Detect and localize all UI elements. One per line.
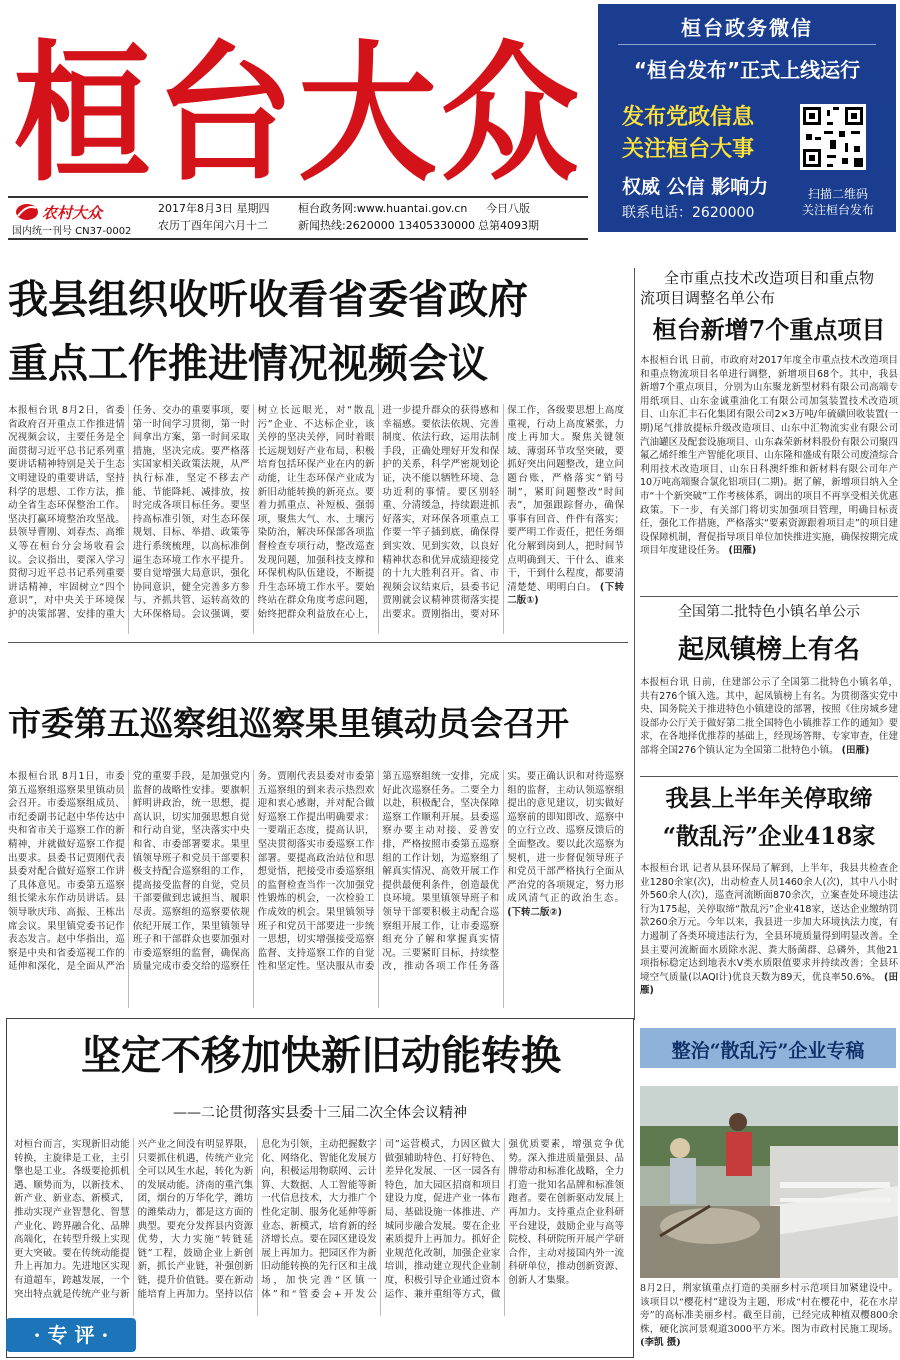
masthead-title <box>8 6 588 196</box>
sidebar2-body-text: 本报桓台讯 日前，住建部公示了全国第二批特色小镇名单，共有276个镇入选。其中，起凤镇榜上有名。为贯彻落实党中央、国务院关于推进特色小镇建设的部署，按照《住房城乡建设部办公厅关于做好第二批全国特色小镇推荐工作的通知》要求，在各地择优推荐的基础上，经现场答辩、专家审查，住建部将全国276个镇认定为全国第二批特色小镇。 <box>640 677 898 756</box>
article1-body <box>8 404 624 634</box>
promo-line2: 关注桓台大事 <box>622 137 755 162</box>
article2-body <box>8 770 624 1008</box>
sidebar2-credit: (田雁) <box>841 744 870 756</box>
issue-number: 总第4093期 <box>478 219 539 232</box>
divider-2 <box>640 596 898 597</box>
sidebar1-credit: (田雁) <box>728 545 757 557</box>
lunar-date: 农历丁酉年闰六月十二 <box>158 219 268 232</box>
issn: 国内统一刊号 CN37-0002 <box>12 226 132 237</box>
article1-headline-line1: 我县组织收听收看省委省政府 <box>8 276 528 323</box>
logo-icon <box>14 202 40 222</box>
promo-line1: 发布党政信息 <box>622 105 755 130</box>
website: 桓台政务网:www.huantai.gov.cn <box>298 202 468 215</box>
promo-phone: 联系电话：2620000 <box>622 205 755 221</box>
masthead-title-text: 桓台大众 <box>13 26 583 196</box>
article2-continue[interactable]: (下转二版②) <box>507 906 562 918</box>
article1-body-text: 本报桓台讯 8月2日，省委省政府召开重点工作推进情况视频会议，主要任务是全面贯彻习近平总书记系列重要讲话精神特别是关于生态文明建设的重要讲话，坚持科学的思想、工作方法，推动全省生态环保整治工作。坚决打赢环境整治攻坚战。县领导曹刚、刘春杰、高维义等在桓台分会场收看会议。会议指出，要深入学习贯彻习近平总书记系列重要讲话精神，牢固树立“四个意识”，对中央关于环境保护的决策部署、安排的重大任务、交办的重要事项，要第一时间学习贯彻，第一时间拿出方案，第一时间采取措施，坚决完成。要严格落实国家相关政策法规，从严执行标准，坚定不移去产能、节能降耗、减排放，按时完成各项目标任务。要坚持高标准引领，对生态环保规划、目标、举措、政策等进行系统梳理，以高标准倒逼生态环境工作水平提升。要自觉增强大局意识，强化协同意识，健全完善多方参与、齐抓共管、运转高效的大环保格局。会议强调，要树立长远眼光，对“散乱污”企业、不达标企业，该关停的坚决关停，同时着眼长远规划好产业布局，积极培育包括环保产业在内的新动能，让生态环保产业成为新旧动能转换的新亮点。要着力抓重点、补短板、强弱项，聚焦大气、水、土壤污染防治，解决环保部各项监督检查专项行动，整改巡查发现问题，加强科技支撑和环保机构队伍建设，不断提升生态环境工作水平。要始终站在群众角度考虑问题，始终把群众利益放在心上，进一步提升群众的获得感和幸福感。要依法依规、完善制度、依法行政，运用法制手段，正确处理好开发和保护的关系，科学严密规划论证，决不能以牺牲环境、急功近利的事情。要区别轻重、分清缓急，持续跟进抓好落实，对环保各项重点工作要一竿子插到底，确保得到实效、见到实效，以良好精神状态和优异成绩迎接党的十九大胜利召开。省、市视频会议结束后，县委书记贾刚就会议精神贯彻落实提出要求。贾刚指出，要对环保工作，各级要思想上高度重视，行动上高度紧张，力度上再加大。聚焦关键领域、薄弱环节攻坚突破，要抓好突出问题整改，建立问题台账，严格落实“销号制”，紧盯问题整改“时间表”，加强跟踪督办，确保事事有回音、件件有落实；要严明工作责任，把任务细化分解到岗到人，把时间节点明确到天、干什么、谁来干，干到什么程度，都要清清楚楚、明明白白。 <box>8 405 624 620</box>
commentary-tag: · 专 评 · <box>6 1318 136 1352</box>
special-report-banner-text: 整治“散乱污”企业专稿 <box>671 1040 865 1062</box>
page-count: 今日八版 <box>486 202 530 215</box>
article1-continue[interactable]: (下转二版①) <box>507 581 624 607</box>
promo-line3: 权威 公信 影响力 <box>622 176 769 198</box>
photo-credit: (李凯 摄) <box>640 1337 681 1349</box>
sidebar3-body <box>640 862 898 1022</box>
sidebar3-headline-line2: “散乱污”企业418家 <box>662 823 876 850</box>
issue-date: 2017年8月3日 星期四 <box>158 202 270 215</box>
article2-headline: 市委第五巡察组巡察果里镇动员会召开 <box>8 704 569 743</box>
logo-text: 农村大众 <box>42 204 103 222</box>
qr-caption-line2: 关注桓台发布 <box>801 203 874 217</box>
masthead-info-bar <box>8 196 588 240</box>
photo-caption-text: 8月2日，荆家镇重点打造的美丽乡村示范项目加紧建设中。该项目以“樱花村”建设为主题，形成“村在樱花中，花在水岸旁”的高标准美丽乡村。截至目前，已经完成种植双樱800余株，硬化滨河景观道3000平方米。图为市政村民施工现场。 <box>640 1283 898 1335</box>
article3-body: 对桓台而言，实现新旧动能转换，主旋律是工业，主引擎也是工业。各级要抢抓机遇、顺势而为，以新技术、新产业、新业态、新模式，推动实现产业智慧化、智慧产业化、跨界融合化、品牌高端化，在转型升级上实现更大突破。要在传统动能提升上再加力。先进地区实现有道超车，跨越发展，一个突出特点就是传统产业与新兴产业之间没有明显界限，只要抓住机遇，传统产业完全可以风生水起，转化为新的发展动能。济南的重汽集团，烟台的万华化学，潍坊的潍柴动力，都是这方面的典型。要充分发挥县内资源优势，大力实施“转链延链”工程，鼓励企业上新创新，抓长产业链，补强创新链，提升价值链。要在新动能培育上再加力。坚持以信息化为引领，主动把握数字化、网络化、智能化发展方向，积极运用物联网、云计算、大数据、人工智能等新一代信息技术，大力推广个性化定制、服务化延伸等新业态、新模式，培育新的经济增长点。要在园区建设发展上再加力。把园区作为新旧动能转换的先行区和主战场，加快完善“区镇一体”和“管委会+开发公司”运营模式，力因区做大做强辅助特色、打好特色、差异化发展、一区一园各有特色，加大园区招商和项目建设力度，促进产业一体布局、基础设施一体推进、产城同步融合发展。要在企业素质提升上再加力。抓好企业规范化改制，加强企业家培训，推动建立现代企业制度，积极引导企业通过资本运作、兼并重组等方式，做强优质要素，增强竞争优势。深入推进质量强县、品牌带动和标准化战略，全力打造一批知名品牌和标准领跑者。要在创新驱动发展上再加力。支持重点企业科研平台建设，鼓励企业与高等院校、科研院所开展产学研合作，主动对接国内外一流科研单位，推动创新资源、创新人才集聚。 <box>14 1139 624 1300</box>
sidebar1-kicker <box>640 268 898 308</box>
sidebar1-kicker-line2: 流项目调整名单公布 <box>640 289 776 307</box>
sidebar3-body-text: 本报桓台讯 记者从县环保局了解到，上半年，我县共检查企业1280余家(次)，出动检查人员1460余人(次)，其中八小时外560余人(次)，巡查河流断面870余次，立案查处环境违法行为175起，关停取缔“散乱污”企业418家，送达企业缴纳罚款260余万元。今年以来，我县进一步加大环境执法力度，有力遏制了各类环境违法行为，全县环境质量得到明显改善。全县主要河流断面水质除水泥、粪大肠菌群、总磷外，其他21项指标稳定达到地表水Ⅴ类水质限值要求并持续改善；全县环境空气质量(以AQI计)优良天数为89天，优良率50.6%。 <box>640 863 898 983</box>
sidebar1-headline: 桓台新增7个重点项目 <box>652 315 886 344</box>
promo-subtitle: “桓台发布”正式上线运行 <box>633 58 861 82</box>
promo-title: 桓台政务微信 <box>681 16 813 40</box>
sidebar2-headline: 起凤镇榜上有名 <box>677 635 860 665</box>
wechat-promo-box <box>598 4 896 232</box>
sidebar3-headline-line1: 我县上半年关停取缔 <box>665 785 873 812</box>
photo-caption <box>640 1282 898 1358</box>
construction-photo <box>640 1086 898 1278</box>
qr-caption <box>788 186 888 218</box>
article2-body-text: 本报桓台讯 8月1日，市委第五巡察组巡察果里镇动员会召开。市委巡察组成员、市纪委副书记赵中华传达中央和省市关于巡察工作的新精神，并就做好巡察工作提出要求。县委书记贾刚代表县委对配合做好巡察工作讲了具体意见。市委第五巡察组长梁永东作动员讲话。县领导耿庆玮、高振、王栋出席会议。果里镇党委书记作表态发言。赵中华指出，巡察是中央和省委巡视工作的延伸和深化，是全面从严治党的重要手段，是加强党内监督的战略性安排。要旗帜鲜明讲政治，统一思想，提高认识，切实加强思想自觉和行动自觉，坚决落实中央和省、市委部署要求。果里镇领导班子和党员干部要积极支持配合巡察组的工作，提高接受监督的自觉，党员干部要做到忠诚担当、履职尽责。巡察组的巡察要依规依纪开展工作，果里镇领导班子和干部群众也要加强对市委巡察组的监督，确保高质量完成市委交给的巡察任务。贾刚代表县委对市委第五巡察组的到来表示热烈欢迎和衷心感谢，并对配合做好巡察工作提出明确要求：一要端正态度，提高认识，坚决贯彻落实市委巡察工作部署。要提高政治站位和思想觉悟，把接受市委巡察组的监督检查当作一次加强党性锻炼的机会，一次检验工作成效的机会。果里镇领导班子和党员干部要进一步统一思想，切实增强接受巡察监督、支持巡察工作的自觉性和坚定性。坚决服从市委第五巡察组统一安排，完成好此次巡察任务。二要全力以赴，积极配合，坚决保障巡察工作顺利开展。县委巡察办要主动对接、妥善安排，严格按照市委第五巡察组的工作计划，为巡察组了解真实情况、高效开展工作提供最便利条件，创造最优良环境。果里镇领导班子和领导干部要积极主动配合巡察组开展工作，让市委巡察组充分了解和掌握真实情况。三要紧盯目标，持续整改，推动各项工作任务落实。要正确认识和对待巡察组的监督，主动认领巡察组提出的意见建议，切实做好巡察前的即知即改、巡察中的立行立改、巡察反馈后的全面整改。要以此次巡察为契机，进一步督促领导班子和党员干部严格执行全面从严治党的各项规定，努力形成风清气正的政治生态。 <box>8 771 624 973</box>
rural-masses-logo <box>12 200 152 236</box>
sidebar2-kicker: 全国第二批特色小镇名单公示 <box>678 604 860 620</box>
sidebar3-credit: (田雁) <box>640 971 898 997</box>
divider-1 <box>8 642 628 643</box>
sidebar1-body-text: 本报桓台讯 日前，市政府对2017年度全市重点技术改造项目和重点物流项目名单进行调整，新增项目68个。其中，我县新增7个重点项目，分别为山东聚龙新型材料有限公司高端专用纸项目、山东金诚重油化工有限公司加氢装置技术改造项目、山东汇丰石化集团有限公司2×3万吨/年硫磺回收装置(一期)尾气排放提标升级改造项目、山东中汇物流实业有限公司汽油罐区及配套设施项目、山东森荣新材料股份有限公司聚四氟乙烯纤维生产智能化项目、山东隆和盛成有限公司废渣综合利用技术改造项目、山东日科澳纤维和新材料有限公司年产10万吨高端聚合氯化铝项目(二期)。据了解，新增项目纳入全市“十个新突破”工作考核体系，调出的项目不再享受相关优惠政策。下一步，有关部门将切实加强项目管理，明确目标责任，强化工作措施，严格落实“要素资源跟着项目走”的项目建设保障机制，督促指导项目单位加快推进实施，确保按期完成项目年度建设任务。 <box>640 355 898 557</box>
promo-divider <box>618 44 876 45</box>
sidebar1-body <box>640 354 898 588</box>
article1-headline-line2: 重点工作推进情况视频会议 <box>8 340 488 387</box>
sidebar2-body <box>640 676 898 770</box>
article3-headline: 坚定不移加快新旧动能转换 <box>81 1032 561 1079</box>
news-hotline: 新闻热线:2620000 13405330000 <box>298 219 476 232</box>
divider-3 <box>640 776 898 777</box>
column-divider <box>634 268 635 1020</box>
qr-caption-line1: 扫描二维码 <box>807 187 868 201</box>
special-report-banner <box>640 1028 896 1068</box>
sidebar1-kicker-line1: 全市重点技术改造项目和重点物 <box>663 269 874 287</box>
article3-subheadline: ——二论贯彻落实县委十三届二次全体会议精神 <box>173 1105 467 1121</box>
qr-code-icon[interactable] <box>800 104 866 170</box>
